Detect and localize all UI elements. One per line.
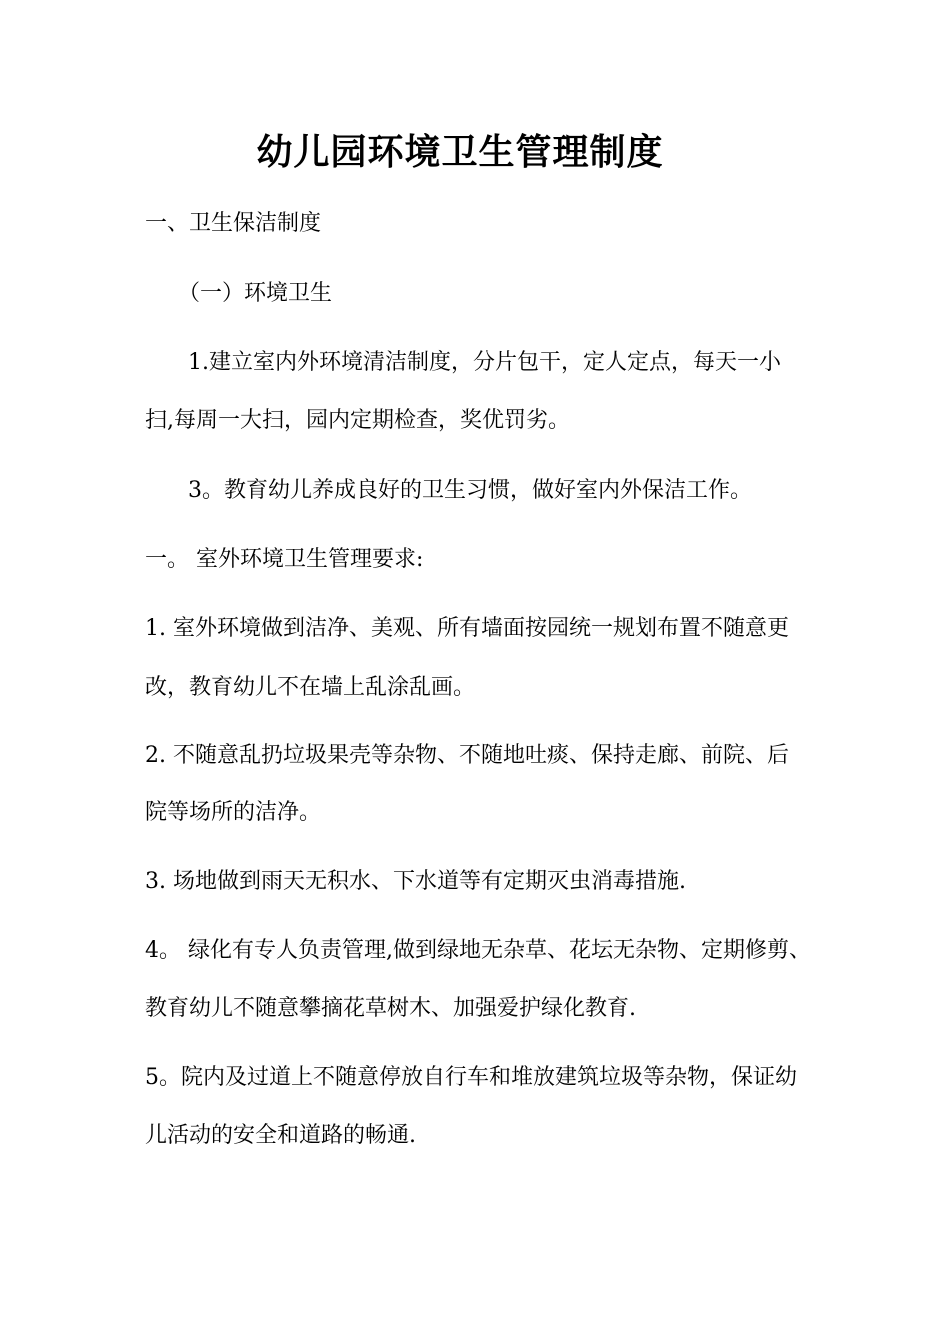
requirement-2-line-1: 2. 不随意乱扔垃圾果壳等杂物、不随地吐痰、保持走廊、前院、后 — [145, 743, 789, 768]
section-heading-hygiene-cleaning: 一、卫生保洁制度 — [145, 211, 322, 236]
subsection-heading-environment-hygiene: （一）环境卫生 — [178, 281, 333, 306]
paragraph-item-3: 3。教育幼儿养成良好的卫生习惯，做好室内外保洁工作。 — [188, 478, 752, 503]
requirement-2-line-2: 院等场所的洁净。 — [145, 800, 322, 825]
requirement-4-line-1: 4。 绿化有专人负责管理,做到绿地无杂草、花坛无杂物、定期修剪、 — [145, 938, 811, 963]
document-title: 幼儿园环境卫生管理制度 — [256, 131, 664, 173]
requirement-4-line-2: 教育幼儿不随意攀摘花草树木、加强爱护绿化教育. — [145, 996, 636, 1021]
paragraph-item-1-line-2: 扫,每周一大扫，园内定期检查，奖优罚劣。 — [145, 408, 570, 433]
requirement-1-line-1: 1. 室外环境做到洁净、美观、所有墙面按园统一规划布置不随意更 — [145, 616, 789, 641]
section-heading-outdoor-requirements: 一。 室外环境卫生管理要求: — [145, 547, 424, 572]
requirement-1-line-2: 改，教育幼儿不在墙上乱涂乱画。 — [145, 675, 476, 700]
paragraph-item-1-line-1: 1.建立室内外环境清洁制度，分片包干，定人定点，每天一小 — [188, 350, 781, 375]
requirement-5-line-2: 儿活动的安全和道路的畅通. — [145, 1123, 416, 1148]
requirement-3: 3. 场地做到雨天无积水、下水道等有定期灭虫消毒措施. — [145, 869, 686, 894]
requirement-5-line-1: 5。院内及过道上不随意停放自行车和堆放建筑垃圾等杂物，保证幼 — [145, 1065, 797, 1090]
